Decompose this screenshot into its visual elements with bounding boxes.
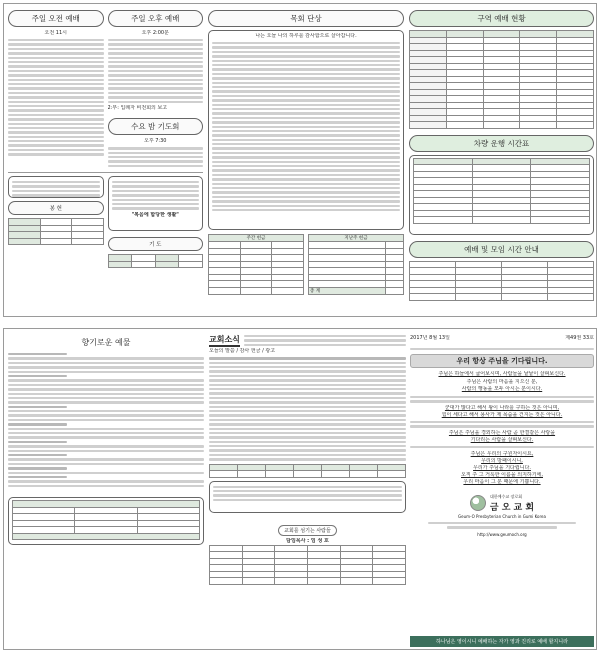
church-logo-icon <box>470 495 486 511</box>
bulletin-inner-page <box>3 3 597 317</box>
weekly-offering-table <box>208 234 304 295</box>
prayer-team-table <box>108 254 204 268</box>
cover-verse-8: 주님은 우리의 구원자이시요, <box>470 451 534 458</box>
offering-total-label: 총 계 <box>309 287 386 294</box>
schedule-box <box>8 176 104 198</box>
afternoon-service-title: 주일 오후 예배 <box>108 10 204 27</box>
records-column <box>409 4 594 316</box>
offering-team-table <box>8 218 104 245</box>
church-news-title: 교회소식 <box>209 334 240 347</box>
church-english-name: Geum-O Presbyterian Church in Gumi Korea <box>458 513 546 519</box>
bulletin-volume: 제49권 33호 <box>565 335 594 341</box>
afternoon-service-time: 오후 2:00분 <box>141 30 169 36</box>
cover-verse-3: 사람의 행동을 모두 아시는 분이시다. <box>461 385 543 392</box>
offerings-column <box>8 329 204 649</box>
cover-verse-6: 주님은 주님을 경외하는 사람 곧 한결같은 사랑을 <box>448 429 556 436</box>
church-leaders-table <box>209 545 406 585</box>
sermon-lead: 나는 오늘 나의 하루를 감사함으로 살아갑니다. <box>255 33 357 39</box>
meeting-times-title: 예배 및 모임 시간 안내 <box>409 241 594 258</box>
offering-records-box <box>8 497 204 545</box>
pray-label: 기 도 <box>108 237 204 251</box>
notice-box <box>209 481 406 513</box>
cover-verse-10: 우리가 주님을 기다립니다. <box>473 465 531 472</box>
offering-label: 봉 헌 <box>8 201 104 215</box>
last-week-offering-title: 지난주 헌금 <box>309 235 404 242</box>
vehicle-schedule-title: 차량 운행 시간표 <box>409 135 594 152</box>
cover-verse-9: 우리의 방패이시니, <box>481 458 523 465</box>
church-name: 금 오 교 회 <box>489 502 535 513</box>
senior-pastor: 담임목사 : 임 성 호 <box>286 537 329 544</box>
afternoon-service <box>108 4 204 169</box>
meeting-times-table <box>409 261 594 301</box>
church-news-column <box>209 329 406 649</box>
cover-verse-5: 힘이 세다고 해서 용사가 제 목숨을 건지는 것은 아니다. <box>441 411 563 418</box>
wednesday-service-title: 수요 밤 기도회 <box>108 118 204 135</box>
afternoon-service-note: 2:부: 입례자 비전회의 보고 <box>107 104 168 111</box>
last-week-offering-table <box>308 234 404 295</box>
cover-verse-1: 주님은 하늘에서 굽어보시며, 사람들을 낱낱이 살펴보신다. <box>438 371 566 378</box>
cover-column <box>410 329 594 649</box>
cover-verse-12: 우리 마음이 그 분 때문에 기쁩니다. <box>463 479 541 486</box>
church-news-subtitle: 오늘의 말씀 / 감사 헌금 / 광고 <box>209 348 276 355</box>
denomination: 대한예수교 장로회 <box>489 493 523 499</box>
cover-headline: 우리 항상 주님을 기다립니다. <box>410 354 594 368</box>
wednesday-service-time: 오후 7:30 <box>144 138 167 145</box>
weekly-service-box <box>108 176 204 231</box>
church-leaders-title: 교회를 섬기는 사람들 <box>278 525 337 536</box>
cover-verse-4: 군대가 많다고 해서 왕이 나라를 구하는 것은 아니며, <box>444 404 560 411</box>
church-website[interactable]: http://www.geumoch.org <box>477 531 527 537</box>
morning-service <box>8 4 104 169</box>
bulletin-date: 2017년 8월 13일 <box>410 335 450 341</box>
worship-order-column <box>8 4 203 316</box>
cell-group-title: 구역 예배 현황 <box>409 10 594 27</box>
weekly-offering-title: 주간 헌금 <box>209 235 304 242</box>
vehicle-schedule-box <box>409 155 594 235</box>
cover-verse-2: 주님은 사람의 마음을 지으신 분, <box>466 378 538 385</box>
attendance-table <box>209 464 406 478</box>
morning-service-title: 주일 오전 예배 <box>8 10 104 27</box>
cover-verse-7: 기다리는 사람을 살펴보신다. <box>470 436 534 443</box>
pastoral-column <box>208 4 404 316</box>
footer-verse: 하나님은 영이시니 예배하는 자가 영과 진리로 예배 할지니라 <box>410 636 594 647</box>
cover-verse-11: 오직 주 그 거룩한 이름을 의지하기에, <box>461 472 543 479</box>
sermon-title: 목회 단상 <box>208 10 404 27</box>
bulletin-outer-page <box>3 328 597 650</box>
sermon-box <box>208 30 404 230</box>
church-motto: "복음에 합당한 생활" <box>131 211 179 218</box>
morning-service-time: 오전 11시 <box>44 30 67 36</box>
vehicle-schedule-table <box>413 158 590 224</box>
offerings-title: 향기로운 예물 <box>81 338 131 347</box>
offering-records-table <box>12 500 200 540</box>
cell-group-table <box>409 30 594 129</box>
